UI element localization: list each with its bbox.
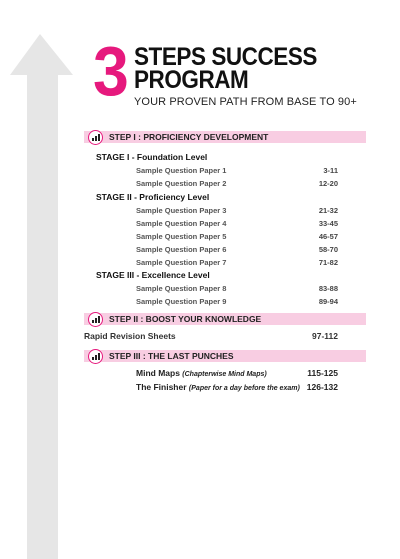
toc-page-range: 46-57 [318, 232, 338, 241]
toc-item[interactable] [136, 368, 267, 378]
stage3-title: STAGE III - Excellence Level [96, 270, 210, 280]
signal-bars-icon [88, 130, 103, 145]
item-note: (Chapterwise Mind Maps) [182, 371, 267, 378]
toc-item[interactable]: Sample Question Paper 6 [136, 245, 227, 254]
toc-item[interactable]: Sample Question Paper 5 [136, 232, 227, 241]
title-line-1: STEPS SUCCESS [134, 43, 317, 71]
signal-bars-icon [88, 312, 103, 327]
stage1-title: STAGE I - Foundation Level [96, 152, 208, 162]
title-line-2: PROGRAM [134, 66, 249, 94]
toc-item[interactable]: Sample Question Paper 3 [136, 206, 227, 215]
toc-item[interactable]: Sample Question Paper 2 [136, 179, 227, 188]
toc-page-range: 83-88 [318, 284, 338, 293]
toc-page-range: 12-20 [318, 179, 338, 188]
toc-page-range: 126-132 [306, 382, 338, 392]
toc-item[interactable]: Sample Question Paper 8 [136, 284, 227, 293]
toc-page-range: 21-32 [318, 206, 338, 215]
toc-page-range: 97-112 [312, 331, 338, 341]
toc-item[interactable]: Sample Question Paper 1 [136, 166, 227, 175]
toc-page-range: 71-82 [318, 258, 338, 267]
stage2-title: STAGE II - Proficiency Level [96, 192, 210, 202]
signal-bars-icon [88, 349, 103, 364]
page-subtitle: YOUR PROVEN PATH FROM BASE TO 90+ [134, 96, 357, 108]
toc-item[interactable]: Sample Question Paper 9 [136, 297, 227, 306]
toc-item[interactable] [136, 382, 300, 392]
item-name: The Finisher [136, 382, 187, 392]
toc-item[interactable]: Rapid Revision Sheets [84, 331, 176, 341]
toc-item[interactable]: Sample Question Paper 7 [136, 258, 227, 267]
step1-label: STEP I : PROFICIENCY DEVELOPMENT [109, 132, 269, 142]
item-note: (Paper for a day before the exam) [188, 385, 300, 392]
step3-label: STEP III : THE LAST PUNCHES [109, 351, 234, 361]
toc-page-range: 33-45 [318, 219, 338, 228]
item-name: Mind Maps [136, 368, 180, 378]
big-number-three: 3 [93, 32, 129, 110]
step2-label: STEP II : BOOST YOUR KNOWLEDGE [109, 314, 262, 324]
toc-item[interactable]: Sample Question Paper 4 [136, 219, 227, 228]
toc-page-range: 89-94 [318, 297, 338, 306]
toc-page-range: 115-125 [307, 368, 338, 378]
toc-page-range: 3-11 [323, 166, 338, 175]
toc-page-range: 58-70 [318, 245, 338, 254]
up-arrow-graphic [0, 0, 90, 559]
page-title [134, 43, 317, 94]
